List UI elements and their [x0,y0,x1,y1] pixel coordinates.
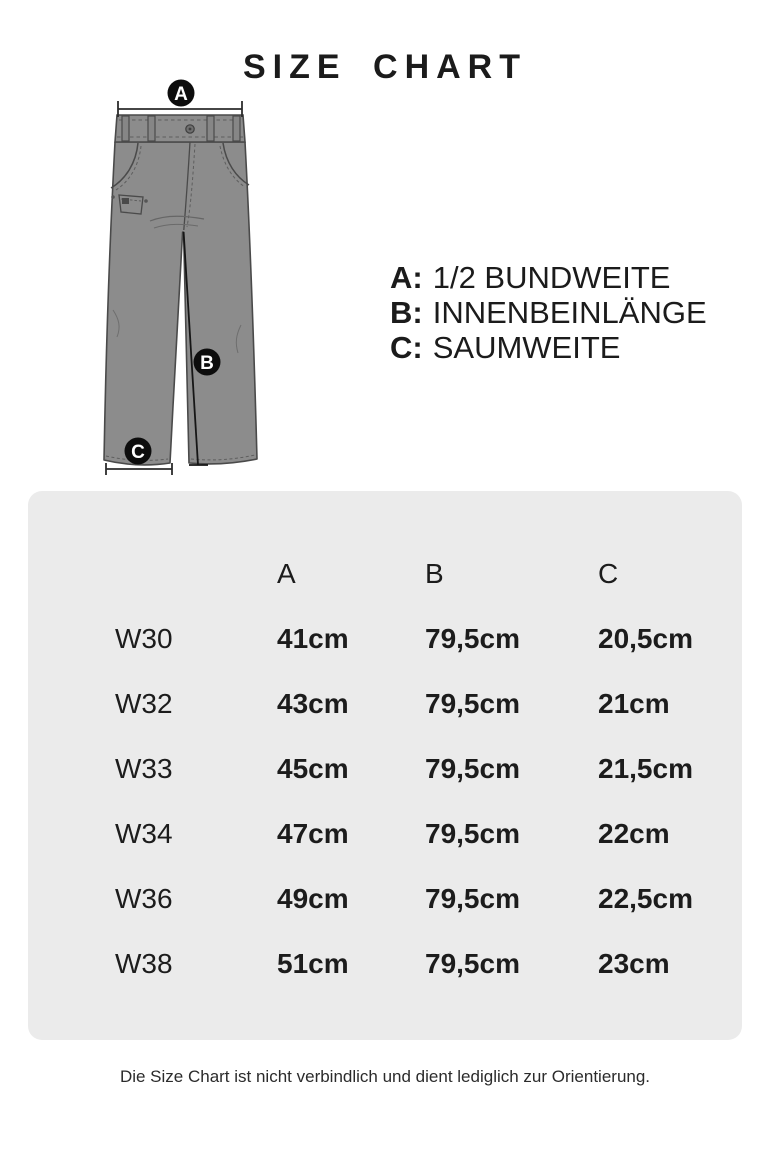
belt-loop [148,116,155,141]
page-title: SIZE CHART [243,48,527,86]
badge-a [168,80,195,107]
size-value: 21cm [598,687,670,719]
size-label: W33 [115,752,173,784]
legend-label-a: 1/2 BUNDWEITE [432,260,671,295]
size-value: 22cm [598,817,670,849]
belt-loop [207,116,214,141]
disclaimer-text: Die Size Chart ist nicht verbindlich und dient lediglich zur Orientierung. [119,1067,651,1086]
table-row [115,931,742,996]
size-value: 79,5cm [425,687,520,719]
legend-key-c: C: [390,330,423,365]
header-col-c: C [598,557,619,589]
legend-key-b: B: [390,295,423,330]
legend-item-a [390,260,707,295]
size-label: W30 [115,622,173,654]
size-value: 43cm [277,687,349,719]
legend-label-b: INNENBEINLÄNGE [432,295,707,330]
size-label: W34 [115,817,173,849]
legend-item-b [390,295,707,330]
jeans-body [104,142,257,465]
table-row [115,671,742,736]
jeans-waistband [115,115,245,142]
belt-loop [122,116,129,141]
legend-label-c: SAUMWEITE [432,330,621,365]
size-label: W36 [115,882,173,914]
jeans-diagram [55,75,305,485]
size-label: W38 [115,947,173,979]
header-col-a: A [277,557,296,589]
badge-c [125,438,152,465]
legend-key-a: A: [390,260,423,295]
size-value: 22,5cm [598,882,693,914]
size-label: W32 [115,687,173,719]
size-value: 79,5cm [425,817,520,849]
size-value: 23cm [598,947,670,979]
belt-loop [233,116,240,141]
badge-b-letter: B [200,353,214,374]
size-value: 51cm [277,947,349,979]
table-row [115,801,742,866]
table-row [115,866,742,931]
size-value: 21,5cm [598,752,693,784]
badge-a-letter: A [174,84,188,105]
measurement-legend [390,260,707,365]
size-value: 20,5cm [598,622,693,654]
table-row [115,606,742,671]
table-header-row [115,541,742,606]
size-value: 47cm [277,817,349,849]
size-value: 79,5cm [425,947,520,979]
badge-c-letter: C [131,442,145,463]
size-value: 79,5cm [425,622,520,654]
size-table-body [115,606,742,996]
legend-item-c [390,330,707,365]
size-value: 49cm [277,882,349,914]
header-col-b: B [425,557,444,589]
table-row [115,736,742,801]
size-value: 79,5cm [425,752,520,784]
size-value: 79,5cm [425,882,520,914]
size-value: 41cm [277,622,349,654]
size-value: 45cm [277,752,349,784]
button-icon [186,125,194,133]
size-table-panel [28,491,742,1040]
badge-b [194,349,221,376]
